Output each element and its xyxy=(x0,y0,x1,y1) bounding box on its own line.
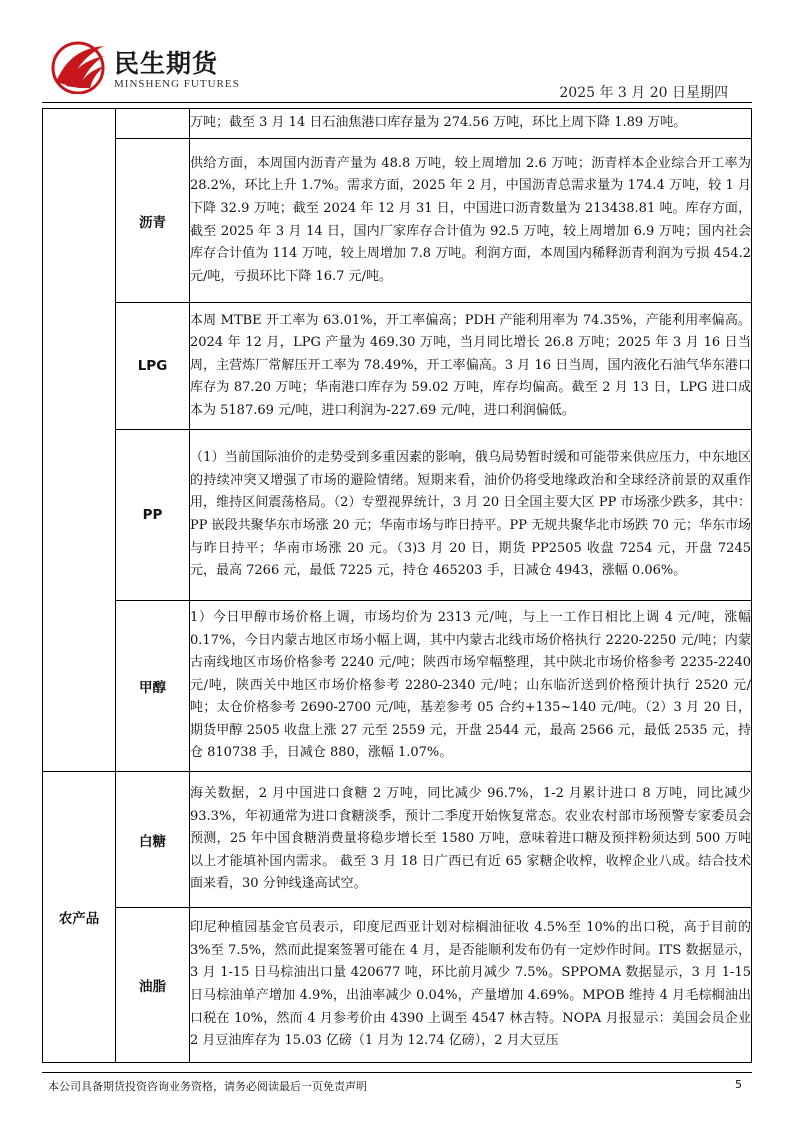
page-header xyxy=(0,0,794,110)
table-row xyxy=(43,139,752,303)
category-cell-agri: 农产品 xyxy=(43,772,116,1063)
commodity-commentary: 海关数据，2 月中国进口食糖 2 万吨，同比减少 96.7%，1-2 月累计进口 8 万吨，同比减少 93.3%，年初通常为进口食糖淡季，预计二季度开始恢复常态。农业农村部市场预警专家委员会预测，25 年中国食糖消费量将稳步增长至 1580 万吨，意味着进口糖及预拌粉须达到 500 万吨以上才能填补国内需求。 截至 3 月 18 日广西已有近 65 家糖企收榨，收榨企业八成。结合技术面来看，30 分钟线逢高试空。 xyxy=(190,772,752,908)
table-row xyxy=(43,601,752,772)
footer-divider xyxy=(42,1072,752,1073)
disclaimer-note: 本公司具备期货投资咨询业务资格，请务必阅读最后一页免责声明 xyxy=(48,1080,367,1093)
report-date: 2025 年 3 月 20 日星期四 xyxy=(559,85,728,101)
table-row xyxy=(43,109,752,139)
category-cell-energy xyxy=(43,109,116,772)
commodity-label: PP xyxy=(116,430,190,601)
page-number: 5 xyxy=(735,1078,742,1091)
commodity-label: 油脂 xyxy=(116,908,190,1063)
commodity-label: 沥青 xyxy=(116,139,190,303)
minsheng-logo-icon xyxy=(48,38,108,94)
commodity-label xyxy=(116,109,190,139)
commodity-commentary: 1）今日甲醇市场价格上调，市场均价为 2313 元/吨，与上一工作日相比上调 4 元/吨，涨幅 0.17%，今日内蒙古地区市场小幅上调，其中内蒙古北线市场价格执行 2220-2250 元/吨；内蒙古南线地区市场价格参考 2240 元/吨；陕西市场窄幅整理，其中陕北市场价格参考 2235-2240 元/吨，陕西关中地区市场价格参考 2280-2340 元/吨；山东临沂送到价格预计执行 2520 元/吨；太仓价格参考 2690-2700 元/吨，基差参考 05 合约+135~140 元/吨。（2）3 月 20 日，期货甲醇 2505 收盘上涨 27 元至 2559 元，开盘 2544 元，最高 2566 元，最低 2535 元，持仓 810738 手，日减仓 880，涨幅 1.07%。 xyxy=(190,601,752,772)
commodity-commentary-table xyxy=(42,108,752,1063)
brand-name-en: MINSHENG FUTURES xyxy=(114,78,240,90)
commodity-label: 甲醇 xyxy=(116,601,190,772)
commodity-label: LPG xyxy=(116,303,190,430)
brand-name-cn: 民生期货 xyxy=(114,49,219,78)
table-row xyxy=(43,303,752,430)
commodity-commentary: 万吨；截至 3 月 14 日石油焦港口库存量为 274.56 万吨，环比上周下降 1.89 万吨。 xyxy=(190,109,752,139)
commodity-commentary: 供给方面，本周国内沥青产量为 48.8 万吨，较上周增加 2.6 万吨；沥青样本企业综合开工率为 28.2%，环比上升 1.7%。需求方面，2025 年 2 月，中国沥青总需求量为 174.4 万吨，较 1 月下降 32.9 万吨；截至 2024 年 12 月 31 日，中国进口沥青数量为 213438.81 吨。库存方面，截至 2025 年 3 月 14 日，国内厂家库存合计值为 92.5 万吨，较上周增加 6.9 万吨；国内社会库存合计值为 114 万吨，较上周增加 7.8 万吨。利润方面，本周国内稀释沥青利润为亏损 454.2 元/吨，亏损环比下降 16.7 元/吨。 xyxy=(190,139,752,303)
table-row xyxy=(43,430,752,601)
commodity-label: 白糖 xyxy=(116,772,190,908)
header-divider xyxy=(42,102,752,103)
commodity-commentary: 印尼种植园基金官员表示，印度尼西亚计划对棕榈油征收 4.5%至 10%的出口税，高于目前的 3%至 7.5%，然而此提案签署可能在 4 月，是否能顺利发布仍有一定炒作时间。ITS 数据显示，3 月 1-15 日马棕油出口量 420677 吨，环比前月减少 7.5%。SPPOMA 数据显示，3 月 1-15 日马棕油单产增加 4.9%，出油率减少 0.04%，产量增加 4.69%。MPOB 维持 4 月毛棕榈油出口税在 10%，然而 4 月参考价由 4390 上调至 4547 林吉特。NOPA 月报显示：美国会员企业 2 月豆油库存为 15.03 亿磅（1 月为 12.74 亿磅），2 月大豆压 xyxy=(190,908,752,1063)
table-row xyxy=(43,772,752,908)
commodity-commentary: （1）当前国际油价的走势受到多重因素的影响，俄乌局势暂时缓和可能带来供应压力，中东地区的持续冲突又增强了市场的避险情绪。短期来看，油价仍将受地缘政治和全球经济前景的双重作用，维持区间震荡格局。（2）专塑视界统计，3 月 20 日全国主要大区 PP 市场涨少跌多，其中：PP 嵌段共聚华东市场涨 20 元；华南市场与昨日持平。PP 无规共聚华北市场跌 70 元；华东市场与昨日持平；华南市场涨 20 元。（3)3 月 20 日，期货 PP2505 收盘 7254 元，开盘 7245 元，最高 7266 元，最低 7225 元，持仓 465203 手，日减仓 4943，涨幅 0.06%。 xyxy=(190,430,752,601)
table-row xyxy=(43,908,752,1063)
commodity-commentary: 本周 MTBE 开工率为 63.01%，开工率偏高；PDH 产能利用率为 74.35%，产能利用率偏高。2024 年 12 月，LPG 产量为 469.30 万吨，当月同比增长 26.8 万吨；2025 年 3 月 16 日当周，主营炼厂常解压开工率为 78.49%，开工率偏高。3 月 16 日当周，国内液化石油气华东港口库存为 87.20 万吨；华南港口库存为 59.02 万吨，库存均偏高。截至 2 月 13 日，LPG 进口成本为 5187.69 元/吨，进口利润为-227.69 元/吨，进口利润偏低。 xyxy=(190,303,752,430)
